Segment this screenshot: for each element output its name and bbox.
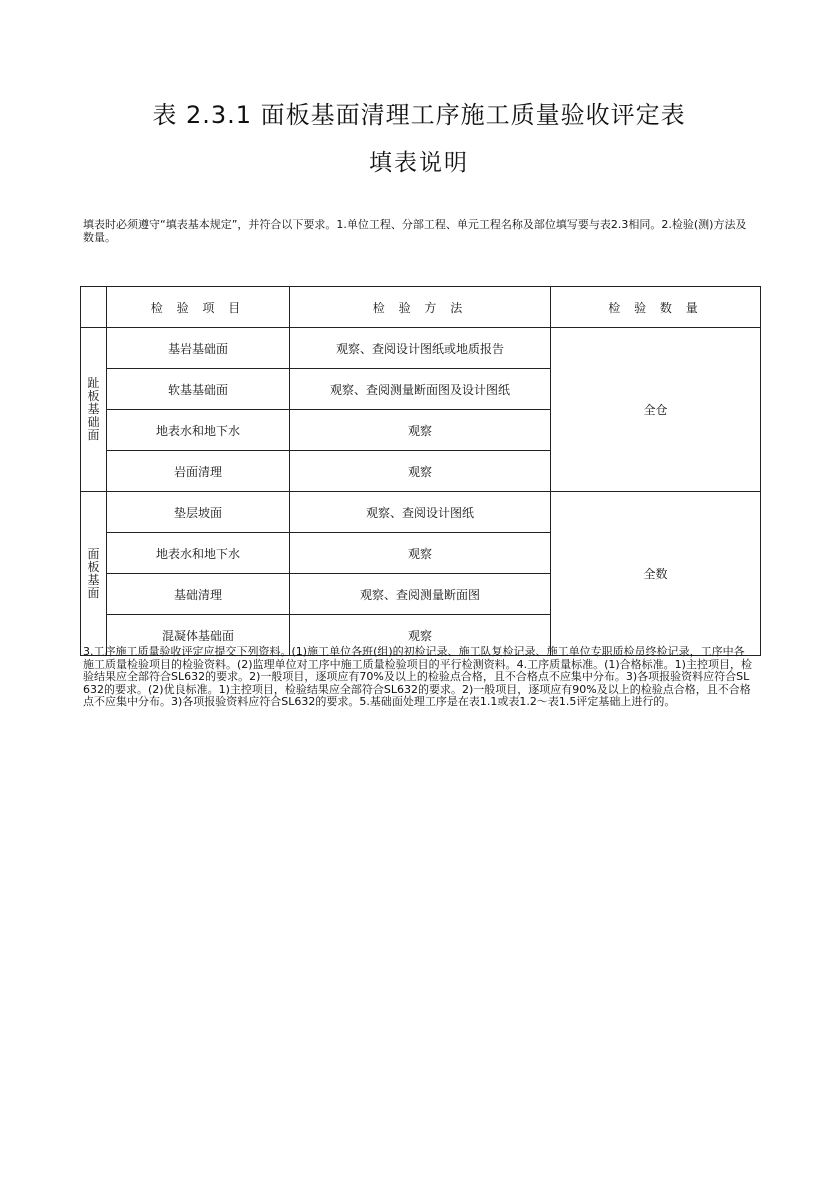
header-quantity: 检 验 数 量 [551,287,761,328]
notes-paragraph: 3.工序施工质量验收评定应提交下列资料。(1)施工单位各班(组)的初检记录、施工队复检记录、施工单位专职质检员终检记录，工序中各施工质量检验项目的检验资料。(2)监理单位对工序中施工质量检验项目的平行检测资料。4.工序质量标准。(1)合格标准。1)主控项目，检验结果应全部符合SL632的要求。2)一般项目，逐项应有70%及以上的检验点合格，且不合格点不应集中分布。3)各项报验资料应符合SL632的要求。(2)优良标准。1)主控项目，检验结果应全部符合SL632的要求。2)一般项目，逐项应有90%及以上的检验点合格，且不合格点不应集中分布。3)各项报验资料应符合SL632的要求。5.基础面处理工序是在表1.1或表1.2～表1.5评定基础上进行的。 [83,645,752,708]
quantity-cell: 全仓 [551,328,761,492]
quantity-cell: 全数 [551,492,761,656]
method-cell: 观察、查阅测量断面图及设计图纸 [290,369,551,410]
item-cell: 地表水和地下水 [107,533,290,574]
item-cell: 混凝体基础面 [107,615,290,656]
header-item: 检 验 项 目 [107,287,290,328]
group-label-toe-slab [81,328,107,492]
method-cell: 观察、查阅设计图纸或地质报告 [290,328,551,369]
group-label-text: 面板基面 [87,546,100,600]
item-cell: 岩面清理 [107,451,290,492]
item-cell: 基础清理 [107,574,290,615]
method-cell: 观察 [290,410,551,451]
table-row [81,328,761,369]
item-cell: 软基基础面 [107,369,290,410]
inspection-table [80,286,761,656]
header-method: 检 验 方 法 [290,287,551,328]
document-subtitle: 填表说明 [369,150,469,176]
header-corner-cell [81,287,107,328]
item-cell: 垫层坡面 [107,492,290,533]
method-cell: 观察 [290,533,551,574]
method-cell: 观察、查阅设计图纸 [290,492,551,533]
document-title: 表 2.3.1 面板基面清理工序施工质量验收评定表 [152,101,686,129]
group-label-face-slab [81,492,107,656]
method-cell: 观察、查阅测量断面图 [290,574,551,615]
table-header-row [81,287,761,328]
group-label-text: 趾板基础面 [87,376,100,442]
intro-paragraph: 填表时必须遵守“填表基本规定”，并符合以下要求。1.单位工程、分部工程、单元工程名称及部位填写要与表2.3相同。2.检验(测)方法及数量。 [83,218,747,244]
table-row [81,492,761,533]
item-cell: 基岩基础面 [107,328,290,369]
item-cell: 地表水和地下水 [107,410,290,451]
method-cell: 观察 [290,451,551,492]
method-cell: 观察 [290,615,551,656]
